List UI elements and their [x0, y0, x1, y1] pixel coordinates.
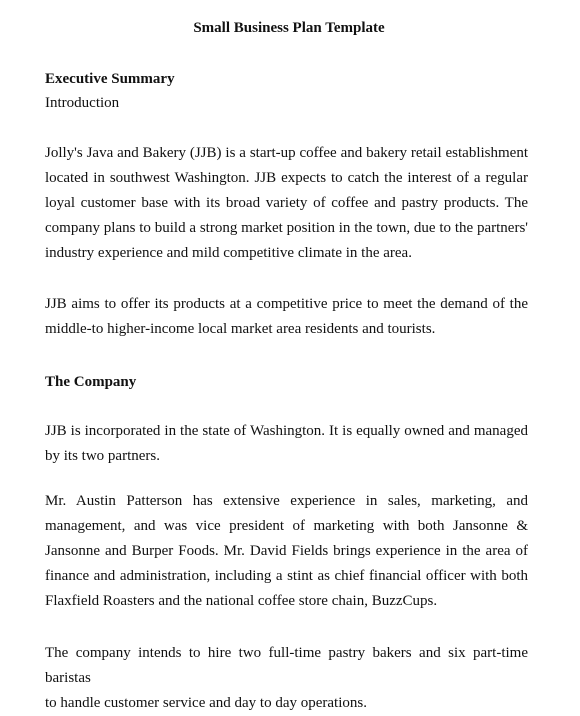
- paragraph-line: company plans to build a strong market position in the town, due to the partners': [45, 220, 528, 236]
- section-heading-the-company: The Company: [45, 374, 137, 390]
- paragraph-line: management, and was vice president of marketing with both Jansonne &: [45, 518, 528, 534]
- paragraph-line: by its two partners.: [45, 448, 160, 464]
- document-title: Small Business Plan Template: [193, 20, 385, 36]
- paragraph-line: Jolly's Java and Bakery (JJB) is a start-up coffee and bakery retail establishment: [45, 145, 528, 161]
- paragraph-line: JJB aims to offer its products at a competitive price to meet the demand of the: [45, 296, 528, 312]
- paragraph-intro-1: [45, 141, 528, 266]
- paragraph-line: The company intends to hire two full-time pastry bakers and six part-time baristas: [45, 645, 528, 686]
- paragraph-company-2: [45, 489, 528, 614]
- paragraph-intro-2: [45, 292, 528, 342]
- paragraph-line: Mr. Austin Patterson has extensive experience in sales, marketing, and: [45, 493, 528, 509]
- paragraph-line: middle-to higher-income local market area residents and tourists.: [45, 321, 436, 337]
- paragraph-line: Jansonne and Burper Foods. Mr. David Fields brings experience in the area of: [45, 543, 528, 559]
- paragraph-line: JJB is incorporated in the state of Washington. It is equally owned and managed: [45, 423, 528, 439]
- paragraph-line: industry experience and mild competitive climate in the area.: [45, 245, 412, 261]
- paragraph-line: to handle customer service and day to day operations.: [45, 695, 367, 711]
- paragraph-line: loyal customer base with its broad variety of coffee and pastry products. The: [45, 195, 528, 211]
- subheading-introduction: Introduction: [45, 95, 120, 111]
- paragraph-company-3: [45, 641, 528, 716]
- paragraph-line: located in southwest Washington. JJB expects to catch the interest of a regular: [45, 170, 528, 186]
- section-heading-executive-summary: Executive Summary: [45, 71, 175, 87]
- paragraph-company-1: [45, 419, 528, 469]
- paragraph-line: finance and administration, including a stint as chief financial officer with both: [45, 568, 528, 584]
- paragraph-line: Flaxfield Roasters and the national coffee store chain, BuzzCups.: [45, 593, 438, 609]
